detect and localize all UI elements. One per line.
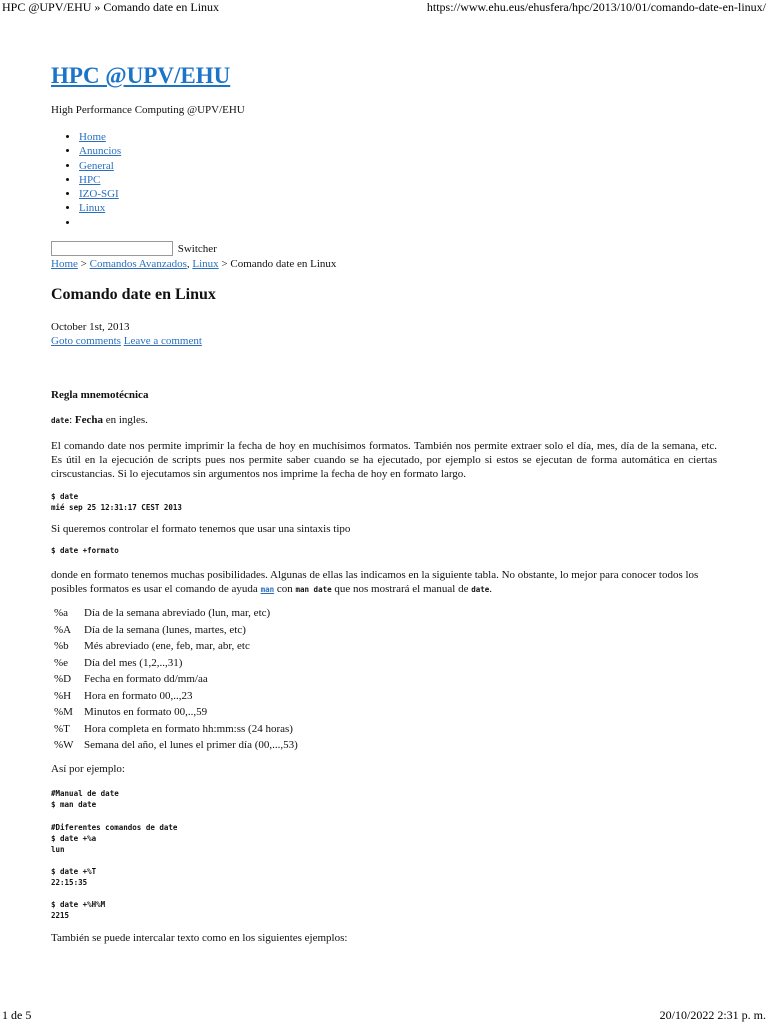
format-code: %H [54,689,72,702]
format-description: Día de la semana abreviado (lun, mar, etc) [84,607,271,619]
format-code: %b [54,640,69,652]
switcher-label: Switcher [177,242,217,255]
breadcrumb [51,258,336,270]
options-text: . [489,583,493,595]
breadcrumb-current: Comando date en Linux [230,258,337,270]
format-code: %e [54,656,69,669]
main-nav [51,130,121,230]
nav-link-general[interactable]: General [79,159,114,172]
table-row [51,622,302,639]
print-page-title: HPC @UPV/EHU » Comando date en Linux [2,0,220,14]
nav-item [79,130,121,144]
table-row [51,655,302,672]
mnemonic-line [51,413,717,428]
site-title [51,63,230,89]
format-code: %A [54,623,72,636]
example1-output: mié sep 25 12:31:17 CEST 2013 [51,503,182,512]
print-header [0,0,768,16]
print-page-number: 1 de 5 [2,1008,32,1022]
post-date: October 1st, 2013 [51,321,130,333]
nav-link-linux[interactable]: Linux [79,202,106,215]
code-block: $ date +%T 22:15:35 [51,866,97,887]
nav-item [79,216,121,230]
code-block: #Manual de date $ man date [51,788,119,809]
table-row [51,704,302,721]
nav-link-anuncios[interactable]: Anuncios [79,145,122,158]
format-description: Hora completa en formato hh:mm:ss (24 horas) [84,722,293,735]
inline-code: date [471,585,490,594]
format-code: %D [54,673,72,685]
format-description: Més abreviado (ene, feb, mar, abr, etc [84,640,250,652]
mnemonic-colon: : [69,414,75,426]
inline-code: man date [295,585,332,594]
mnemonic-bold: Fecha [74,414,103,426]
site-tagline: High Performance Computing @UPV/EHU [51,104,245,116]
site-title-link[interactable]: HPC @UPV/EHU [51,63,231,88]
options-text: con [274,583,296,595]
print-date: 20/10/2022 2:31 p. m. [659,1008,766,1022]
breadcrumb-separator: > [77,258,90,270]
post-content [51,388,717,945]
goto-comments-link[interactable]: Goto comments [51,335,121,347]
leave-comment-link[interactable]: Leave a comment [123,335,202,347]
nav-item [79,173,121,187]
format-table [51,605,302,754]
breadcrumb-home[interactable]: Home [51,258,78,270]
search-bar [51,241,217,256]
code-block: $ date +%H%M 2215 [51,899,106,920]
format-code: %a [54,607,69,619]
format-description: Semana del año, el lunes el primer día (00,...,53) [84,739,298,751]
options-paragraph [51,568,717,597]
format-description: Fecha en formato dd/mm/aa [84,673,208,685]
format-description: Hora en formato 00,..,23 [84,689,193,702]
breadcrumb-comandos-avanzados[interactable]: Comandos Avanzados [89,258,187,270]
format-code: %T [54,722,70,735]
nav-link-izo-sgi[interactable]: IZO-SGI [79,188,119,201]
format-intro: Si queremos controlar el formato tenemos que usar una sintaxis tipo [51,523,351,535]
section-heading: Regla mnemotécnica [51,389,149,401]
tail-paragraph: También se puede intercalar texto como en los siguientes ejemplos: [51,931,348,944]
format-description: Día de la semana (lunes, martes, etc) [84,623,246,636]
table-row [51,737,302,754]
man-link[interactable]: man [260,585,275,594]
intro-paragraph: El comando date nos permite imprimir la fecha de hoy en muchísimos formatos. También nos permite extraer solo el día, mes, día de la semana, etc. Es útil en la ejecución de scripts pues nos permite saber cuando se ha ejecutado, por ejemplo si estos se ejecutan de forma automática en ciertas cirscustancias. Si lo ejecutamos sin argumentos nos imprime la fecha de hoy en formato largo. [51,440,717,480]
example1-command: $ date [51,492,79,501]
breadcrumb-separator: > [218,258,231,270]
table-row [51,688,302,705]
format-command: $ date +formato [51,546,119,555]
print-page-url: https://www.ehu.eus/ehusfera/hpc/2013/10/01/comando-date-en-linux/ [426,0,766,14]
example-label: Así por ejemplo: [51,762,125,775]
nav-item [79,201,121,215]
nav-item [79,159,121,173]
breadcrumb-comma: , [186,258,193,270]
table-row [51,605,302,622]
format-code: %W [54,739,74,751]
options-text: donde en formato tenemos muchas posibilidades. Algunas de ellas las indicamos en la siguiente tabla. No obstante, lo mejor para conocer todos los posibles formatos es usar el comando de ayuda [51,569,699,595]
format-description: Minutos en formato 00,..,59 [84,706,208,718]
table-row [51,721,302,738]
table-row [51,638,302,655]
format-description: Día del mes (1,2,..,31) [84,656,183,669]
code-block: #Diferentes comandos de date $ date +%a lun [51,822,178,854]
inline-code: date [51,416,70,425]
nav-item [79,187,121,201]
mnemonic-rest: en ingles. [102,414,148,426]
print-footer [0,1006,768,1024]
nav-item [79,144,121,158]
post-links [51,335,202,347]
post-title: Comando date en Linux [51,286,216,303]
breadcrumb-linux[interactable]: Linux [192,258,219,270]
format-code: %M [54,706,73,718]
nav-link-home[interactable]: Home [79,131,106,143]
options-text: que nos mostrará el manual de [331,583,472,595]
example1-block [51,491,717,513]
search-input[interactable] [51,241,173,256]
table-row [51,671,302,688]
nav-link-hpc[interactable]: HPC [79,173,101,186]
